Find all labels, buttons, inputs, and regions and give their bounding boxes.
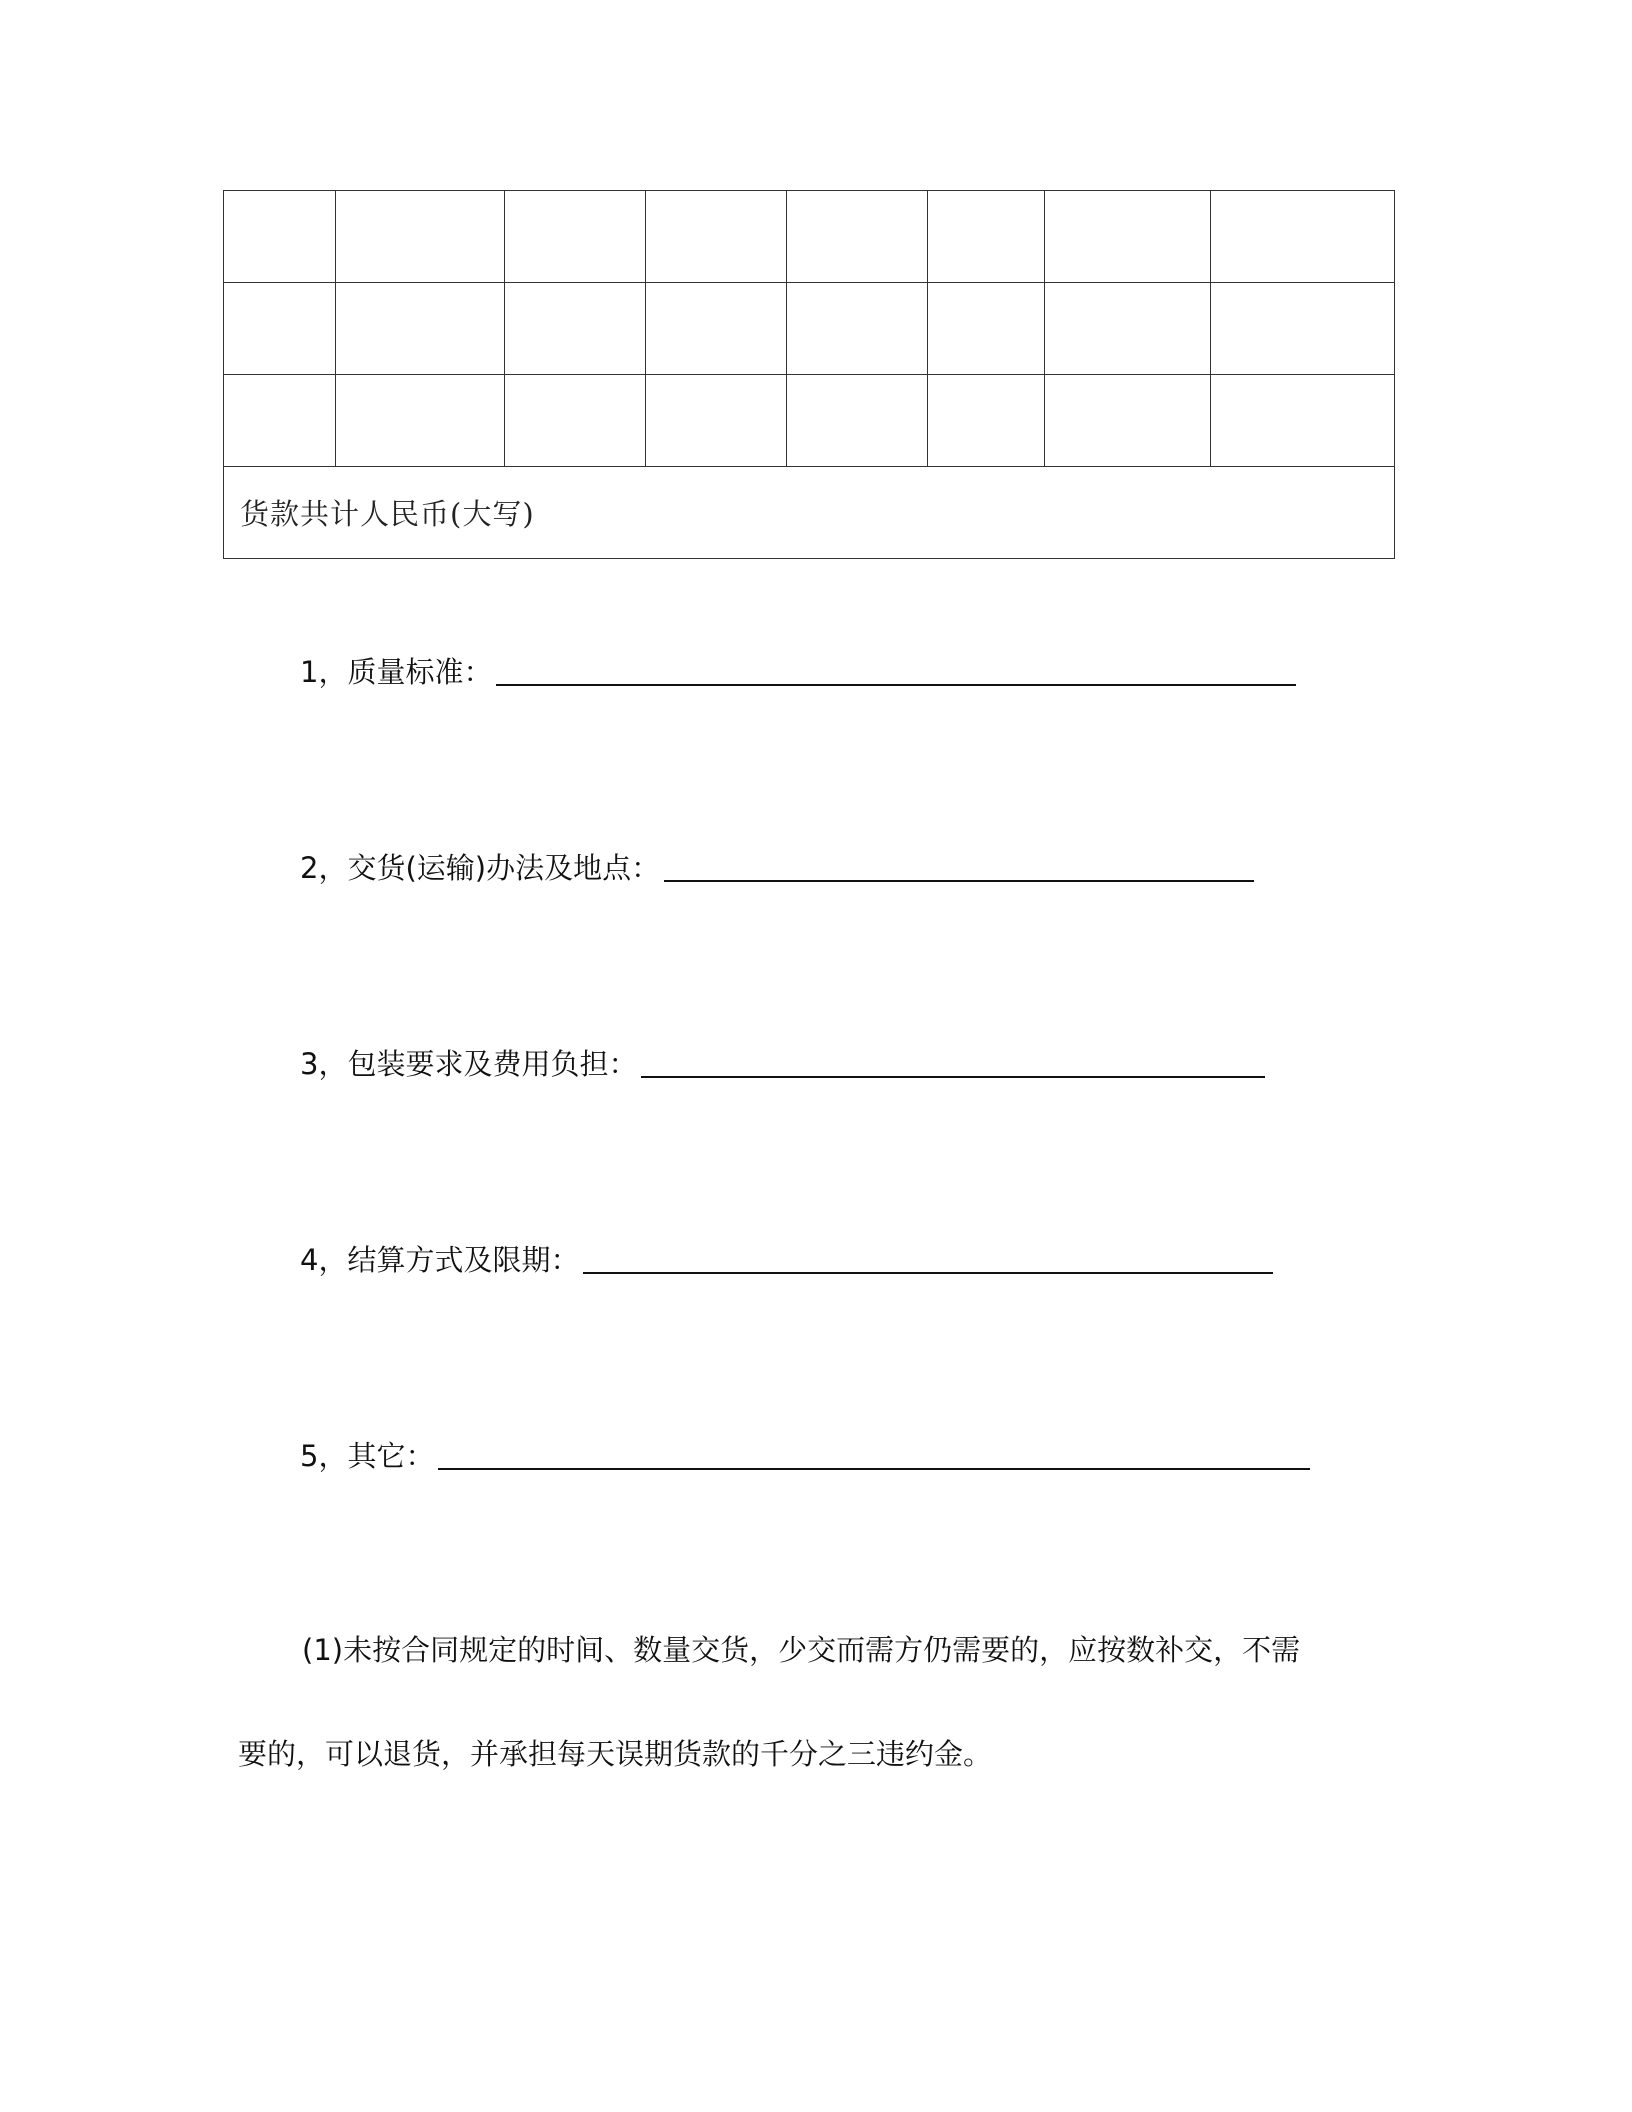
table-cell xyxy=(505,375,646,467)
clause-line-1: (1)未按合同规定的时间、数量交货，少交而需方仍需要的，应按数补交，不需 xyxy=(302,1633,1301,1667)
table-cell xyxy=(928,375,1045,467)
table-cell xyxy=(928,191,1045,283)
table-cell xyxy=(646,191,787,283)
table-cell xyxy=(646,375,787,467)
field-label: 2，交货(运输)办法及地点： xyxy=(300,851,661,885)
table-cell xyxy=(1211,191,1395,283)
table-row xyxy=(224,375,1395,467)
other-blank[interactable] xyxy=(438,1442,1310,1470)
other-field xyxy=(300,1436,1310,1476)
breach-clause-paragraph xyxy=(238,1598,1398,1806)
clause-line-2: 要的，可以退货，并承担每天误期货款的千分之三违约金。 xyxy=(238,1737,993,1771)
table-cell xyxy=(1211,375,1395,467)
table-cell xyxy=(336,283,505,375)
quality-standard-blank[interactable] xyxy=(496,658,1296,686)
table-cell xyxy=(224,283,336,375)
table-cell xyxy=(1045,375,1211,467)
field-label: 5，其它： xyxy=(300,1439,435,1473)
table-cell xyxy=(1045,283,1211,375)
table-cell xyxy=(1045,191,1211,283)
field-label: 3，包装要求及费用负担： xyxy=(300,1047,638,1081)
table-row xyxy=(224,191,1395,283)
goods-table xyxy=(223,190,1395,559)
packaging-field xyxy=(300,1044,1265,1084)
settlement-field xyxy=(300,1240,1273,1280)
table-cell xyxy=(505,191,646,283)
table-cell xyxy=(646,283,787,375)
table-cell xyxy=(224,375,336,467)
total-amount-label: 货款共计人民币(大写) xyxy=(224,467,1395,559)
table-cell xyxy=(336,191,505,283)
table-cell xyxy=(787,283,928,375)
table-cell xyxy=(1211,283,1395,375)
table-cell xyxy=(787,375,928,467)
total-row xyxy=(224,467,1395,559)
field-label: 4，结算方式及限期： xyxy=(300,1243,580,1277)
field-label: 1，质量标准： xyxy=(300,655,493,689)
packaging-blank[interactable] xyxy=(641,1050,1265,1078)
table-cell xyxy=(336,375,505,467)
table-cell xyxy=(224,191,336,283)
table-cell xyxy=(505,283,646,375)
settlement-blank[interactable] xyxy=(583,1246,1273,1274)
quality-standard-field xyxy=(300,652,1296,692)
delivery-method-field xyxy=(300,848,1254,888)
table-row xyxy=(224,283,1395,375)
table-cell xyxy=(787,191,928,283)
delivery-method-blank[interactable] xyxy=(664,854,1254,882)
table-cell xyxy=(928,283,1045,375)
